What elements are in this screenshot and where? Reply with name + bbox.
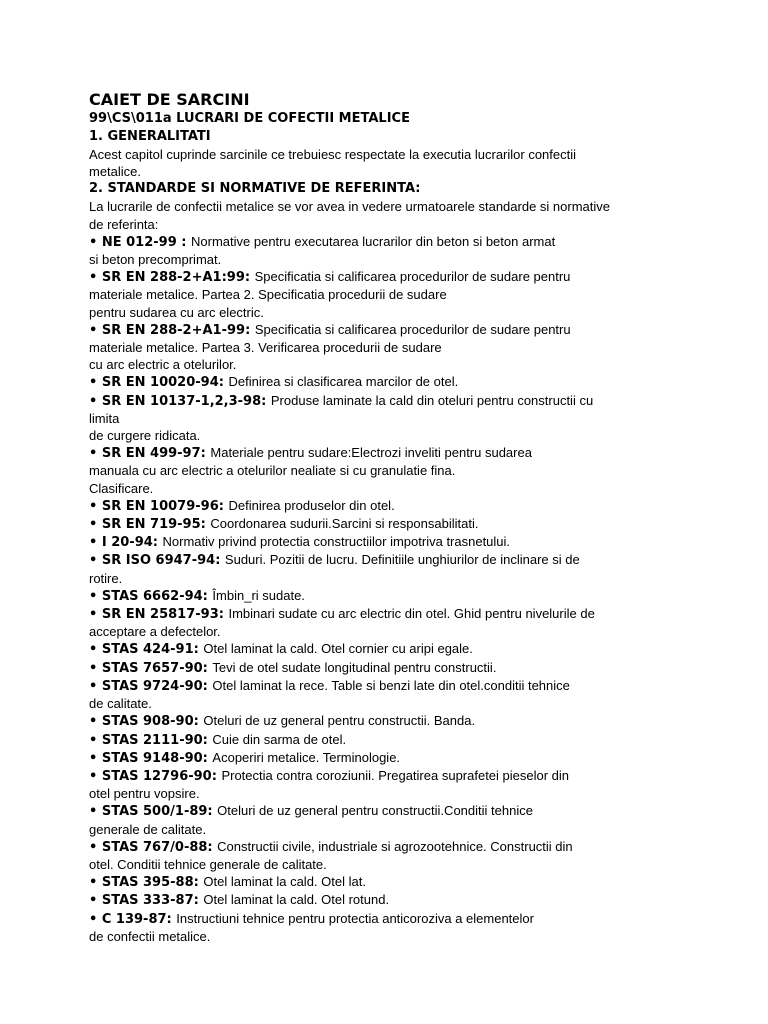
standard-description: Îmbin_ri sudate. [212, 587, 305, 603]
standard-description: Protectia contra coroziunii. Pregatirea suprafetei pieselor din [221, 767, 570, 783]
standard-first-line [89, 767, 689, 785]
standard-description: de curgere ridicata. [89, 428, 201, 444]
standard-description: si beton precomprimat. [89, 252, 222, 268]
bullet-icon: • [89, 678, 102, 694]
standard-description: de calitate. [89, 696, 152, 712]
standard-entry [89, 712, 689, 730]
standard-code: SR EN 499-97: [101, 446, 211, 462]
standard-description: Tevi de otel sudate longitudinal pentru constructii. [212, 659, 497, 675]
standard-description: limita [89, 410, 120, 426]
standard-description: cu arc electric a otelurilor. [89, 357, 237, 373]
standard-continuation-line [89, 785, 689, 802]
standard-continuation-line [89, 427, 689, 444]
bullet-icon: • [89, 234, 102, 250]
standard-description: Acoperiri metalice. Terminologie. [212, 749, 401, 765]
standard-entry [89, 659, 689, 677]
standard-code: STAS 12796-90: [101, 768, 222, 784]
standard-entry [89, 392, 689, 445]
standard-entry [89, 444, 689, 497]
standard-description: materiale metalice. Partea 3. Verificarea procedurii de sudare [89, 340, 442, 356]
standard-description: de confectii metalice. [89, 928, 211, 944]
bullet-icon: • [89, 714, 102, 730]
standard-entry [89, 891, 689, 909]
standard-description: Oteluri de uz general pentru constructii.Conditii tehnice [217, 803, 533, 819]
bullet-icon: • [89, 270, 102, 286]
standard-entry [89, 373, 689, 391]
standard-continuation-line [89, 462, 689, 479]
standard-description: Definirea produselor din otel. [228, 497, 395, 513]
section-2-heading: 2. STANDARDE SI NORMATIVE DE REFERINTA: [89, 181, 421, 197]
standard-code: NE 012-99 : [101, 234, 192, 250]
bullet-icon: • [89, 322, 102, 338]
standard-code: I 20-94: [101, 535, 163, 551]
bullet-icon: • [89, 660, 102, 676]
standard-code: SR EN 719-95: [101, 517, 211, 533]
standard-first-line [89, 373, 689, 391]
standard-entry [89, 515, 689, 533]
standard-first-line [89, 838, 689, 856]
standard-entry [89, 731, 689, 749]
bullet-icon: • [89, 750, 102, 766]
standard-entry [89, 910, 689, 945]
standard-description: Otel laminat la cald. Otel rotund. [203, 892, 390, 908]
standard-first-line [89, 233, 689, 251]
standard-code: SR EN 10137-1,2,3-98: [101, 393, 271, 409]
bullet-icon: • [89, 893, 102, 909]
standard-code: STAS 333-87: [101, 893, 204, 909]
standard-description: acceptare a defectelor. [89, 624, 221, 640]
standard-entry [89, 605, 689, 640]
standard-entry [89, 802, 689, 837]
standard-first-line [89, 910, 689, 928]
standard-description: Imbinari sudate cu arc electric din otel. Ghid pentru nivelurile de [228, 606, 595, 622]
standard-entry [89, 233, 689, 268]
standard-entry [89, 873, 689, 891]
standard-code: C 139-87: [101, 911, 177, 927]
bullet-icon: • [89, 732, 102, 748]
standard-entry [89, 838, 689, 873]
standard-code: STAS 9148-90: [101, 750, 213, 766]
standard-continuation-line [89, 356, 689, 373]
standard-entry [89, 640, 689, 658]
standard-first-line [89, 677, 689, 695]
standard-first-line [89, 749, 689, 767]
standard-description: otel pentru vopsire. [89, 786, 200, 802]
standard-description: rotire. [89, 570, 123, 586]
standard-first-line [89, 268, 689, 286]
bullet-icon: • [89, 607, 102, 623]
standard-code: STAS 6662-94: [101, 588, 213, 604]
standard-first-line [89, 587, 689, 605]
bullet-icon: • [89, 642, 102, 658]
standard-code: STAS 424-91: [101, 642, 204, 658]
standard-description: Materiale pentru sudare:Electrozi inveliti pentru sudarea [210, 445, 532, 461]
standard-code: STAS 395-88: [101, 875, 204, 891]
standard-continuation-line [89, 251, 689, 268]
standard-continuation-line [89, 856, 689, 873]
standard-description: otel. Conditii tehnice generale de calitate. [89, 856, 327, 872]
standard-continuation-line [89, 821, 689, 838]
bullet-icon: • [89, 588, 102, 604]
standard-continuation-line [89, 570, 689, 587]
standard-description: Coordonarea sudurii.Sarcini si responsabilitati. [210, 516, 479, 532]
standard-entry [89, 497, 689, 515]
document-page [89, 90, 689, 945]
standards-list [89, 233, 689, 945]
standard-code: STAS 500/1-89: [101, 804, 218, 820]
standard-first-line [89, 731, 689, 749]
standard-code: SR EN 25817-93: [101, 607, 229, 623]
standard-description: Constructii civile, industriale si agrozootehnice. Constructii din [217, 838, 573, 854]
standard-continuation-line [89, 695, 689, 712]
bullet-icon: • [89, 498, 102, 514]
section-2-body [89, 198, 689, 232]
standard-entry [89, 321, 689, 374]
bullet-icon: • [89, 446, 102, 462]
bullet-icon: • [89, 393, 102, 409]
standard-first-line [89, 392, 689, 410]
bullet-icon: • [89, 375, 102, 391]
standard-entry [89, 551, 689, 586]
document-subtitle: 99\CS\011a LUCRARI DE COFECTII METALICE [89, 111, 410, 126]
standard-continuation-line [89, 286, 689, 303]
standard-description: pentru sudarea cu arc electric. [89, 304, 264, 320]
standard-continuation-line [89, 410, 689, 427]
standard-entry [89, 587, 689, 605]
standard-description: Cuie din sarma de otel. [212, 731, 347, 747]
standard-description: manuala cu arc electric a otelurilor nealiate si cu granulatie fina. [89, 463, 456, 479]
standard-first-line [89, 712, 689, 730]
standard-code: STAS 9724-90: [101, 678, 213, 694]
standard-first-line [89, 659, 689, 677]
standard-first-line [89, 444, 689, 462]
bullet-icon: • [89, 839, 102, 855]
standard-entry [89, 749, 689, 767]
bullet-icon: • [89, 911, 102, 927]
section-1-heading: 1. GENERALITATI [89, 129, 211, 144]
standard-first-line [89, 533, 689, 551]
standard-first-line [89, 551, 689, 569]
standard-code: STAS 7657-90: [101, 660, 213, 676]
standard-first-line [89, 605, 689, 623]
standard-description: Normativ privind protectia constructiilor impotriva trasnetului. [162, 534, 511, 550]
standard-description: Normative pentru executarea lucrarilor din beton si beton armat [191, 233, 556, 249]
bullet-icon: • [89, 535, 102, 551]
standard-description: Suduri. Pozitii de lucru. Definitiile unghiurilor de inclinare si de [224, 552, 580, 568]
standard-description: Otel laminat la cald. Otel cornier cu aripi egale. [203, 641, 473, 657]
standard-code: STAS 767/0-88: [101, 839, 218, 855]
paragraph-line: metalice. [89, 164, 142, 180]
standard-code: SR EN 288-2+A1:99: [101, 270, 255, 286]
standard-description: Definirea si clasificarea marcilor de otel. [228, 374, 459, 390]
paragraph-line: La lucrarile de confectii metalice se vor avea in vedere urmatoarele standarde si normative [89, 199, 610, 215]
standard-first-line [89, 802, 689, 820]
standard-description: Clasificare. [89, 480, 154, 496]
standard-continuation-line [89, 623, 689, 640]
standard-continuation-line [89, 339, 689, 356]
bullet-icon: • [89, 804, 102, 820]
bullet-icon: • [89, 768, 102, 784]
paragraph-line: Acest capitol cuprinde sarcinile ce trebuiesc respectate la executia lucrarilor confectii [89, 147, 577, 162]
standard-first-line [89, 497, 689, 515]
section-1-body [89, 146, 689, 180]
standard-code: SR ISO 6947-94: [101, 553, 225, 569]
bullet-icon: • [89, 875, 102, 891]
paragraph-line: de referinta: [89, 216, 159, 232]
standard-description: Produse laminate la cald din oteluri pentru constructii cu [270, 392, 594, 408]
standard-description: Oteluri de uz general pentru constructii. Banda. [203, 713, 476, 729]
standard-entry [89, 677, 689, 712]
standard-first-line [89, 321, 689, 339]
standard-code: SR EN 10020-94: [101, 375, 229, 391]
standard-continuation-line [89, 480, 689, 497]
standard-description: Specificatia si calificarea procedurilor de sudare pentru [254, 269, 571, 285]
bullet-icon: • [89, 517, 102, 533]
standard-description: generale de calitate. [89, 821, 207, 837]
standard-code: STAS 2111-90: [101, 732, 213, 748]
standard-description: Otel laminat la cald. Otel lat. [203, 874, 366, 890]
bullet-icon: • [89, 553, 102, 569]
standard-first-line [89, 640, 689, 658]
standard-continuation-line [89, 928, 689, 945]
standard-description: Otel laminat la rece. Table si benzi late din otel.conditii tehnice [212, 677, 570, 693]
standard-first-line [89, 891, 689, 909]
standard-continuation-line [89, 304, 689, 321]
standard-description: materiale metalice. Partea 2. Specificatia procedurii de sudare [89, 287, 447, 303]
standard-entry [89, 533, 689, 551]
standard-entry [89, 268, 689, 321]
standard-code: SR EN 10079-96: [101, 498, 229, 514]
standard-description: Instructiuni tehnice pentru protectia anticoroziva a elementelor [176, 910, 534, 926]
standard-code: STAS 908-90: [101, 714, 204, 730]
document-title: CAIET DE SARCINI [89, 90, 250, 109]
standard-code: SR EN 288-2+A1-99: [101, 322, 255, 338]
standard-first-line [89, 515, 689, 533]
standard-description: Specificatia si calificarea procedurilor de sudare pentru [254, 321, 571, 337]
standard-entry [89, 767, 689, 802]
standard-first-line [89, 873, 689, 891]
